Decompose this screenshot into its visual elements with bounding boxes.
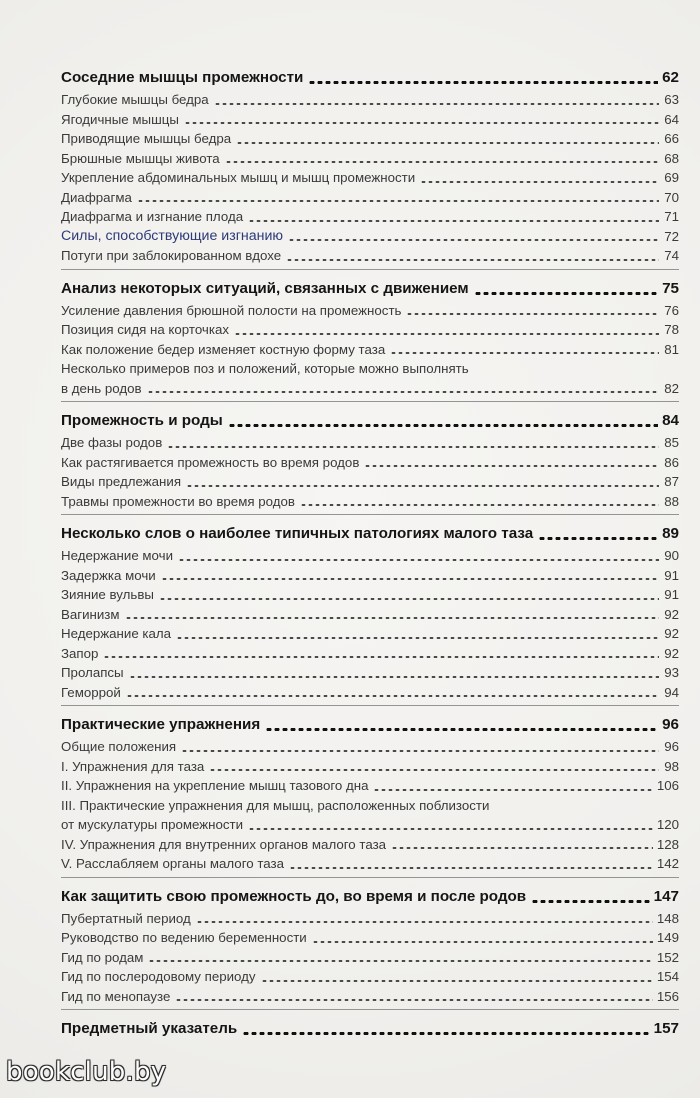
- toc-entry: [61, 129, 679, 149]
- toc-entry-page: 154: [656, 969, 679, 984]
- toc-entry-page: 68: [664, 150, 679, 166]
- dot-leader: [390, 352, 659, 354]
- toc-entry: [61, 909, 679, 929]
- dot-leader: [248, 220, 659, 222]
- toc-entry-page: 91: [664, 587, 679, 602]
- dot-leader: [196, 921, 653, 923]
- toc-entry-title-line1: III. Практические упражнения для мышц, расположенных поблизости: [61, 797, 490, 813]
- dot-leader: [167, 446, 659, 448]
- dot-leader: [178, 559, 659, 561]
- toc-entry: [61, 585, 679, 605]
- toc-entry-page: 156: [656, 988, 679, 1004]
- dot-leader: [209, 769, 659, 771]
- dot-leader: [186, 485, 659, 487]
- dot-leader: [234, 333, 659, 335]
- toc-heading-title: Практические упражнения: [61, 716, 261, 733]
- toc-entry-title: Ягодичные мышцы: [61, 111, 179, 127]
- toc-entry-page: 81: [664, 341, 679, 357]
- toc-section: [61, 66, 679, 266]
- toc-entry-page: 69: [664, 170, 679, 185]
- toc-entry-title: Общие положения: [61, 739, 177, 754]
- toc-entry: [61, 644, 679, 664]
- toc-entry: [61, 854, 679, 874]
- toc-heading-title: Соседние мышцы промежности: [61, 69, 304, 86]
- toc-entry-title: Руководство по ведению беременности: [61, 930, 307, 945]
- toc-entry-title: Геморрой: [61, 684, 121, 700]
- toc-entry-page: 71: [664, 209, 679, 224]
- toc-entry-title-line2: от мускулатуры промежности: [61, 817, 244, 832]
- toc-entry: [61, 737, 679, 757]
- toc-section: [61, 710, 679, 874]
- dot-leader: [300, 504, 659, 506]
- toc-entry-title: Пролапсы: [61, 665, 124, 680]
- dot-leader: [103, 656, 659, 658]
- toc-entry-title: II. Упражнения на укрепление мышц тазового дна: [61, 778, 369, 793]
- toc-entry-title: Приводящие мышцы бедра: [61, 131, 232, 146]
- toc-entry-title: Недержание кала: [61, 626, 172, 641]
- toc-heading: [61, 882, 679, 909]
- dot-leader: [531, 900, 650, 903]
- toc-entry-page: 70: [664, 189, 679, 205]
- toc-heading: [61, 66, 679, 90]
- toc-entry-page: 96: [664, 739, 679, 754]
- toc-entry: [61, 188, 679, 208]
- section-divider: [61, 705, 679, 706]
- toc-entry: [61, 90, 679, 110]
- dot-leader: [184, 122, 659, 124]
- dot-leader: [312, 941, 653, 943]
- toc-entry: [61, 168, 679, 188]
- dot-leader: [261, 980, 653, 982]
- toc-entry-title: Силы, способствующие изгнанию: [61, 227, 284, 244]
- toc-entry: [61, 453, 679, 473]
- toc-entry-page: 66: [664, 131, 679, 146]
- toc-entry: [61, 110, 679, 130]
- section-divider: [61, 877, 679, 878]
- toc-entry-title: Глубокие мышцы бедра: [61, 92, 209, 107]
- toc-entry-title: Укрепление абдоминальных мышц и мышц промежности: [61, 170, 416, 185]
- toc-entry-title: Брюшные мышцы живота: [61, 150, 220, 166]
- dot-leader: [181, 750, 659, 752]
- toc-entry-page: 72: [664, 228, 679, 244]
- dot-leader: [474, 292, 658, 295]
- dot-leader: [265, 728, 658, 731]
- toc-heading: [61, 406, 679, 433]
- toc-entry: [61, 340, 679, 360]
- dot-leader: [420, 181, 659, 183]
- toc-entry-title: Усиление давления брюшной полости на промежность: [61, 302, 402, 318]
- toc-entry-page: 76: [664, 302, 679, 318]
- section-divider: [61, 401, 679, 402]
- toc-entry-title: Виды предлежания: [61, 474, 182, 489]
- section-divider: [61, 269, 679, 270]
- toc-heading-page: 147: [653, 887, 679, 905]
- dot-leader: [406, 313, 659, 315]
- toc-entry-title: Гид по менопаузе: [61, 988, 171, 1004]
- toc-entry-page: 91: [664, 567, 679, 583]
- toc-heading-page: 157: [653, 1020, 679, 1037]
- toc-entry-page: 98: [664, 758, 679, 774]
- toc-entry-page: 106: [656, 778, 679, 793]
- toc-heading-title: Как защитить свою промежность до, во время и после родов: [61, 887, 527, 905]
- toc-entry: [61, 757, 679, 777]
- toc-heading-title: Предметный указатель: [61, 1020, 238, 1037]
- toc-entry-continuation: [61, 379, 679, 399]
- toc-entry-page: 85: [664, 435, 679, 450]
- dot-leader: [176, 637, 659, 639]
- dot-leader: [225, 161, 659, 163]
- toc-entry-page: 93: [664, 665, 679, 680]
- toc-entry: [61, 472, 679, 492]
- dot-leader: [364, 465, 659, 467]
- dot-leader: [129, 676, 659, 678]
- dot-leader: [137, 200, 659, 202]
- toc-entry: [61, 928, 679, 948]
- toc-entry-title: Диафрагма: [61, 189, 132, 205]
- toc-section: [61, 1014, 679, 1041]
- dot-leader: [308, 81, 658, 84]
- watermark-text: bookclub.by: [6, 1057, 167, 1087]
- dot-leader: [214, 103, 659, 105]
- toc-entry-multiline: [61, 359, 679, 398]
- toc-entry-page: 78: [664, 322, 679, 337]
- toc-entry-page: 92: [664, 606, 679, 622]
- toc-heading-page: 96: [662, 716, 679, 733]
- toc-entry-title: Зияние вульвы: [61, 587, 154, 602]
- dot-leader: [286, 259, 659, 261]
- section-divider: [61, 1009, 679, 1010]
- toc-heading-page: 89: [662, 525, 679, 542]
- toc-entry-title: Как положение бедер изменяет костную форму таза: [61, 341, 386, 357]
- toc-heading: [61, 519, 679, 546]
- toc-entry-page: 87: [664, 474, 679, 489]
- toc-entry: [61, 987, 679, 1007]
- toc-entry-title: Гид по послеродовому периоду: [61, 969, 256, 984]
- dot-leader: [159, 598, 659, 600]
- toc-entry-title: Позиция сидя на корточках: [61, 322, 230, 337]
- toc-heading-title: Промежность и роды: [61, 412, 223, 429]
- toc-entry-page: 63: [664, 92, 679, 107]
- toc-heading-page: 75: [662, 279, 679, 297]
- toc-entry: [61, 776, 679, 796]
- toc-entry: [61, 948, 679, 968]
- toc-section: [61, 406, 679, 511]
- toc-entry-title: Как растягивается промежность во время родов: [61, 454, 360, 470]
- toc-entry-page: 120: [656, 817, 679, 832]
- toc-heading: [61, 710, 679, 737]
- dot-leader: [161, 578, 659, 580]
- toc-entry-page: 86: [664, 454, 679, 470]
- toc-heading: [61, 1014, 679, 1041]
- toc-entry-title: Пубертатный период: [61, 910, 191, 926]
- toc-entry-title: Задержка мочи: [61, 567, 156, 583]
- toc-heading-title: Несколько слов о наиболее типичных патологиях малого таза: [61, 525, 534, 542]
- dot-leader: [175, 999, 652, 1001]
- dot-leader: [147, 391, 659, 393]
- toc-entry: [61, 149, 679, 169]
- dot-leader: [228, 424, 658, 427]
- toc-heading: [61, 274, 679, 301]
- toc-heading-title: Анализ некоторых ситуаций, связанных с движением: [61, 279, 469, 297]
- toc-heading-page: 84: [662, 412, 679, 429]
- toc-entry: [61, 605, 679, 625]
- toc-entry: [61, 546, 679, 566]
- toc-section: [61, 519, 679, 702]
- toc-entry-page: 92: [664, 645, 679, 661]
- toc-entry: [61, 683, 679, 703]
- toc-entry-title: Травмы промежности во время родов: [61, 493, 295, 509]
- toc-entry-title: Недержание мочи: [61, 548, 174, 563]
- toc-entry-title: V. Расслабляем органы малого таза: [61, 856, 285, 871]
- toc-entry-page: 82: [664, 380, 679, 396]
- toc-entry: [61, 624, 679, 644]
- toc-entry-title: Диафрагма и изгнание плода: [61, 209, 244, 224]
- toc-entry-page: 92: [664, 626, 679, 641]
- toc-entry: [61, 835, 679, 855]
- dot-leader: [148, 960, 652, 962]
- toc-entry-title-line1: Несколько примеров поз и положений, которые можно выполнять: [61, 361, 469, 376]
- dot-leader: [391, 847, 653, 849]
- dot-leader: [242, 1032, 649, 1035]
- toc-entry-page: 64: [664, 111, 679, 127]
- toc-entry: [61, 207, 679, 227]
- toc-section: [61, 882, 679, 1007]
- dot-leader: [288, 239, 659, 241]
- toc-entry-title-line2: в день родов: [61, 380, 142, 396]
- toc-section: [61, 274, 679, 399]
- toc-entry: [61, 246, 679, 266]
- dot-leader: [126, 695, 659, 697]
- toc-entry-title: Гид по родам: [61, 949, 144, 965]
- toc-entry-title: I. Упражнения для таза: [61, 758, 205, 774]
- toc-entry-title: Две фазы родов: [61, 435, 163, 450]
- toc-entry: [61, 967, 679, 987]
- toc-heading-page: 62: [662, 69, 679, 86]
- toc-entry-page: 142: [656, 856, 679, 871]
- dot-leader: [538, 537, 658, 540]
- dot-leader: [125, 617, 659, 619]
- toc-entry-page: 148: [656, 910, 679, 926]
- dot-leader: [289, 867, 653, 869]
- toc-entry-title: Запор: [61, 645, 99, 661]
- toc-entry-page: 152: [656, 949, 679, 965]
- toc-entry-title: Вагинизм: [61, 606, 120, 622]
- toc-entry: [61, 566, 679, 586]
- dot-leader: [236, 142, 659, 144]
- toc-entry: [61, 227, 679, 247]
- toc-entry-multiline: [61, 796, 679, 835]
- toc-entry: [61, 320, 679, 340]
- toc-entry: [61, 301, 679, 321]
- toc-entry: [61, 492, 679, 512]
- toc-entry-title: Потуги при заблокированном вдохе: [61, 248, 282, 263]
- table-of-contents: [61, 66, 679, 1041]
- toc-entry-page: 128: [656, 836, 679, 852]
- section-divider: [61, 514, 679, 515]
- toc-entry-page: 88: [664, 493, 679, 509]
- toc-entry-page: 74: [664, 248, 679, 263]
- toc-entry: [61, 663, 679, 683]
- toc-entry-continuation: [61, 815, 679, 835]
- toc-entry-page: 94: [664, 684, 679, 700]
- dot-leader: [248, 828, 653, 830]
- toc-entry-title: IV. Упражнения для внутренних органов малого таза: [61, 836, 387, 852]
- toc-entry: [61, 433, 679, 453]
- toc-entry-page: 149: [656, 930, 679, 945]
- dot-leader: [373, 789, 652, 791]
- toc-entry-page: 90: [664, 548, 679, 563]
